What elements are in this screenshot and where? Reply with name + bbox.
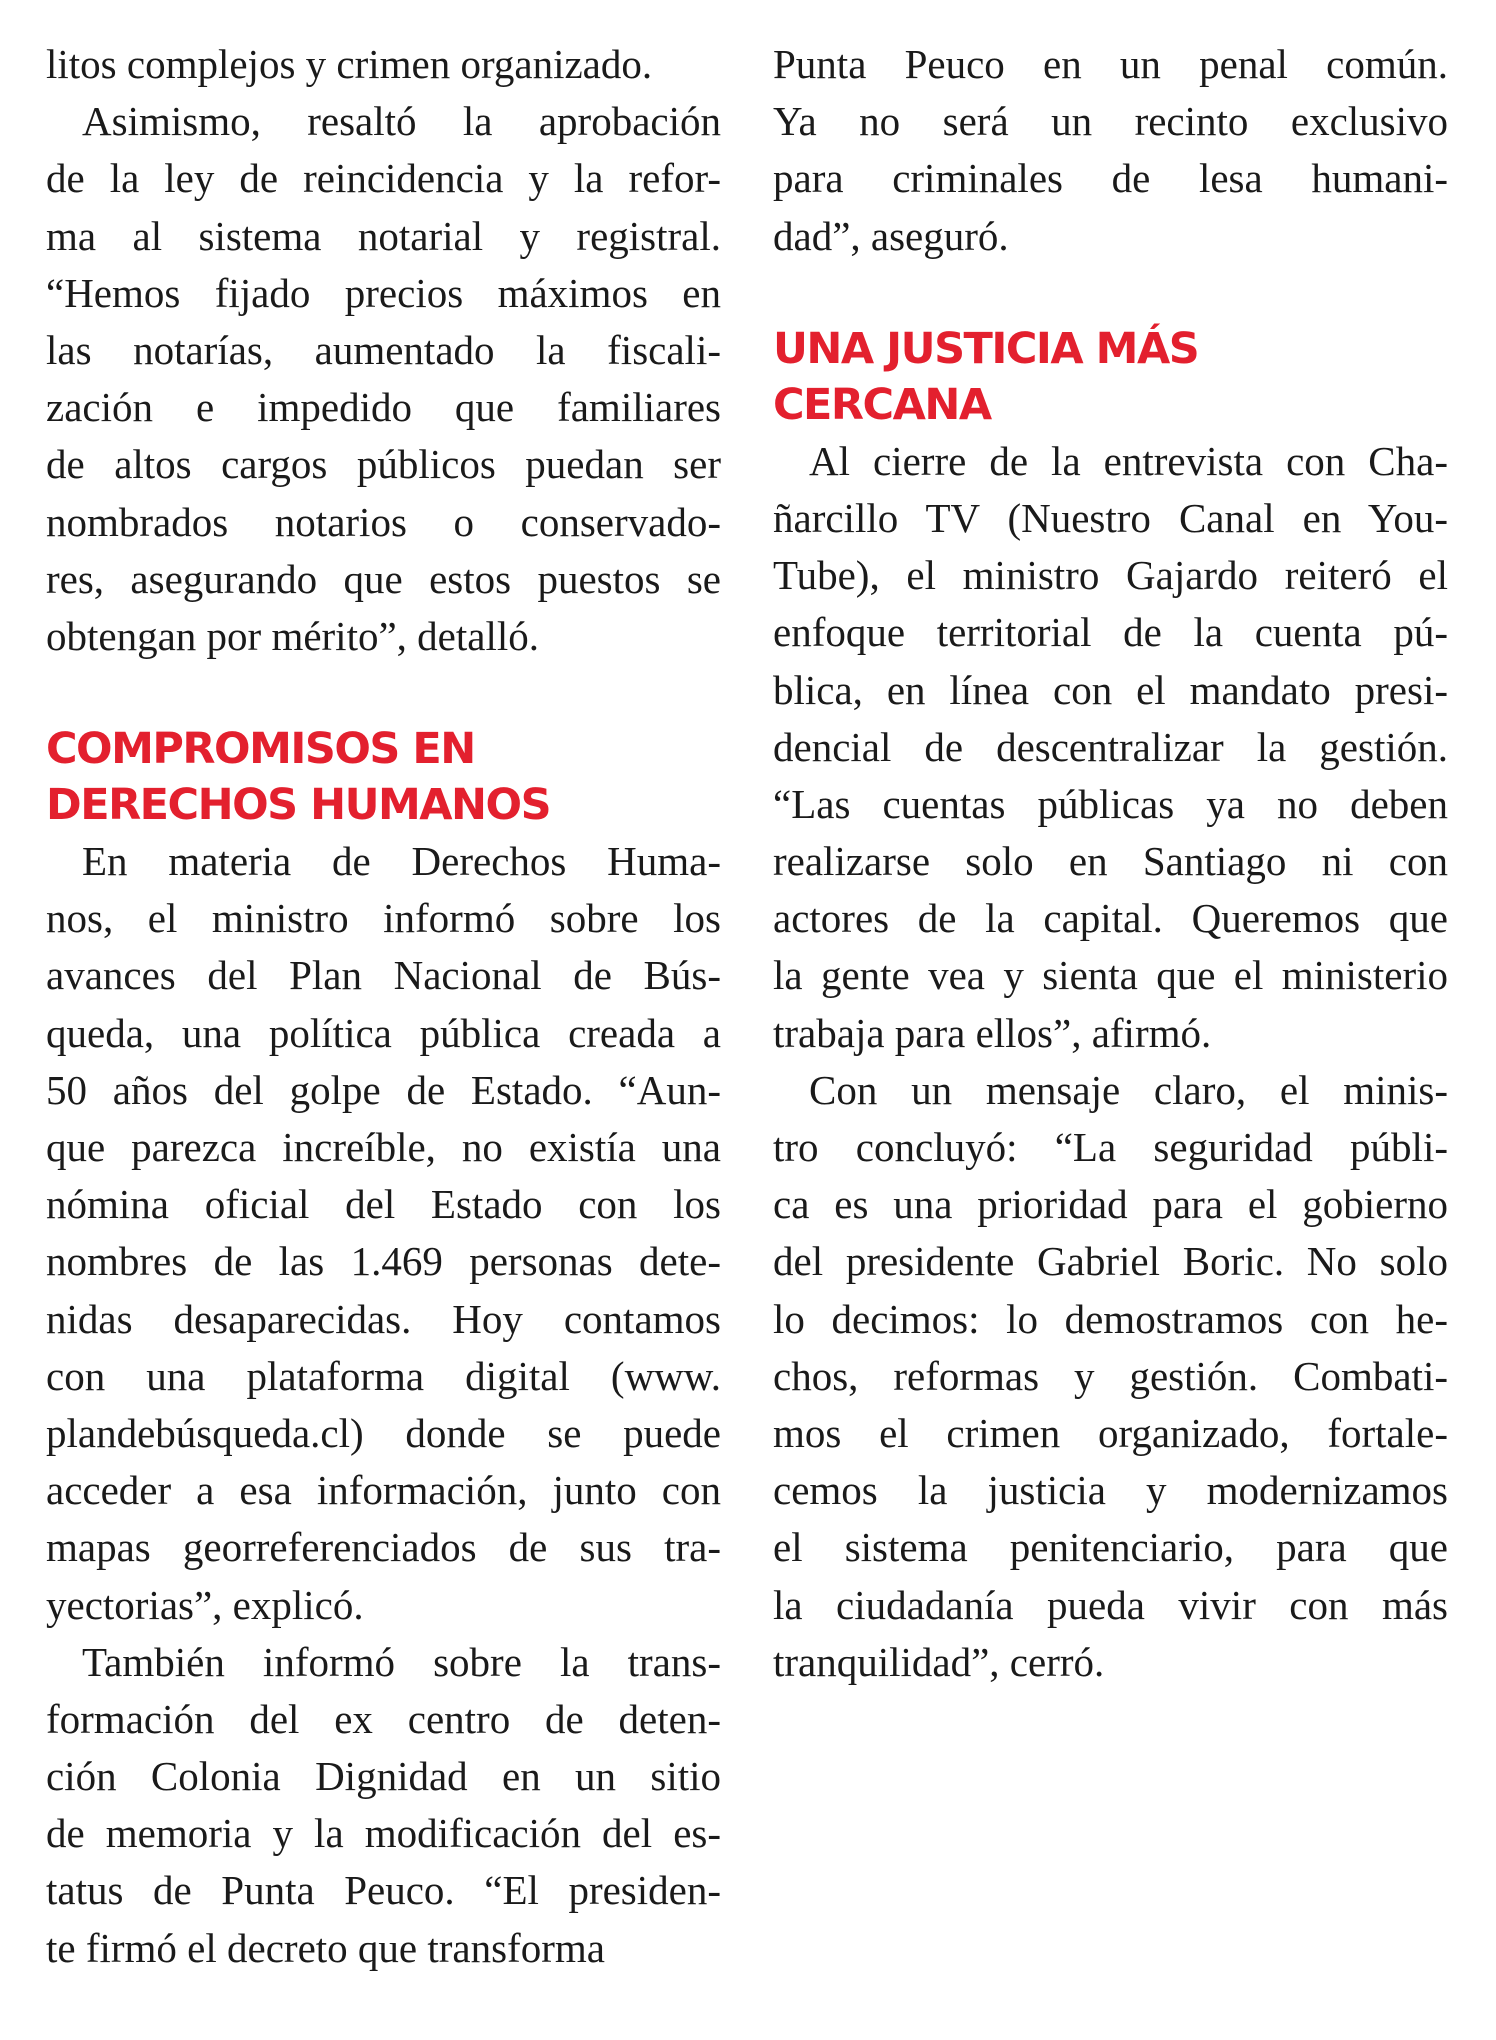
text-line: trabaja para ellos”, afirmó. xyxy=(773,1009,1212,1056)
text-line: cemos la justicia y modernizamos xyxy=(773,1467,1448,1514)
text-line: ñarcillo TV (Nuestro Canal en You- xyxy=(773,494,1448,541)
text-line: dencial de descentralizar la gestión. xyxy=(773,723,1448,770)
text-line: nombres de las 1.469 personas dete- xyxy=(46,1238,721,1285)
heading-line: COMPROMISOS EN xyxy=(46,724,475,775)
text-line: acceder a esa información, junto con xyxy=(46,1467,721,1514)
text-line: nos, el ministro informó sobre los xyxy=(46,895,721,942)
text-line: yectorias”, explicó. xyxy=(46,1581,364,1628)
text-line: actores de la capital. Queremos que xyxy=(773,895,1448,942)
paragraph xyxy=(773,433,1448,1062)
text-line: tro concluyó: “La seguridad públi- xyxy=(773,1124,1448,1170)
text-line: blica, en línea con el mandato presi- xyxy=(773,666,1448,713)
text-line: chos, reformas y gestión. Combati- xyxy=(773,1352,1448,1399)
text-line: te firmó el decreto que transforma xyxy=(46,1924,605,1971)
text-line: res, asegurando que estos puestos se xyxy=(46,555,721,602)
text-line: 50 años del golpe de Estado. “Aun- xyxy=(46,1066,721,1113)
text-line: lo decimos: lo demostramos con he- xyxy=(773,1295,1448,1342)
text-line: nidas desaparecidas. Hoy contamos xyxy=(46,1295,721,1342)
text-line: mapas georreferenciados de sus tra- xyxy=(46,1524,721,1571)
text-line: la ciudadanía pueda vivir con más xyxy=(773,1581,1448,1628)
heading-line: CERCANA xyxy=(773,379,991,430)
text-line: que parezca increíble, no existía una xyxy=(46,1124,721,1170)
text-line: con una plataforma digital (www. xyxy=(46,1352,721,1399)
text-line: En materia de Derechos Huma- xyxy=(82,838,721,885)
paragraph xyxy=(773,1062,1448,1691)
text-line: zación e impedido que familiares xyxy=(46,384,721,431)
text-line: Asimismo, resaltó la aprobación xyxy=(82,98,721,145)
text-line: de la ley de reincidencia y la refor- xyxy=(46,155,721,202)
text-line: obtengan por mérito”, detalló. xyxy=(46,612,539,659)
text-line: Con un mensaje claro, el minis- xyxy=(809,1066,1448,1113)
text-line: ción Colonia Dignidad en un sitio xyxy=(46,1753,721,1800)
text-line: tranquilidad”, cerró. xyxy=(773,1638,1105,1685)
text-line: nómina oficial del Estado con los xyxy=(46,1181,721,1228)
text-line: Ya no será un recinto exclusivo xyxy=(773,98,1448,145)
paragraph xyxy=(46,36,721,93)
text-line: formación del ex centro de deten- xyxy=(46,1695,721,1742)
text-line: dad”, aseguró. xyxy=(773,212,1009,259)
text-line: enfoque territorial de la cuenta pú- xyxy=(773,609,1448,656)
text-line: el sistema penitenciario, para que xyxy=(773,1524,1448,1571)
right-column xyxy=(773,36,1448,1691)
text-line: Punta Peuco en un penal común. xyxy=(773,41,1448,87)
text-line: Al cierre de la entrevista con Cha- xyxy=(809,437,1448,484)
paragraph xyxy=(773,36,1448,265)
text-line: realizarse solo en Santiago ni con xyxy=(773,838,1448,885)
text-line: Tube), el ministro Gajardo reiteró el xyxy=(773,552,1448,599)
text-line: plandebúsqueda.cl) donde se puede xyxy=(46,1409,721,1456)
text-line: de memoria y la modificación del es- xyxy=(46,1810,721,1857)
text-line: “Las cuentas públicas ya no deben xyxy=(773,780,1448,827)
text-line: ma al sistema notarial y registral. xyxy=(46,212,721,259)
section-heading xyxy=(46,721,721,833)
paragraph xyxy=(46,1634,721,1977)
text-line: de altos cargos públicos puedan ser xyxy=(46,441,721,488)
section-heading xyxy=(773,321,1448,433)
text-line: También informó sobre la trans- xyxy=(82,1638,721,1685)
text-line: litos complejos y crimen organizado. xyxy=(46,41,653,87)
text-line: ca es una prioridad para el gobierno xyxy=(773,1181,1448,1228)
text-line: nombrados notarios o conservado- xyxy=(46,498,721,545)
text-line: la gente vea y sienta que el ministerio xyxy=(773,952,1448,999)
paragraph xyxy=(46,93,721,665)
text-line: avances del Plan Nacional de Bús- xyxy=(46,952,721,999)
text-line: para criminales de lesa humani- xyxy=(773,155,1448,202)
text-line: queda, una política pública creada a xyxy=(46,1009,721,1056)
text-line: del presidente Gabriel Boric. No solo xyxy=(773,1238,1448,1285)
heading-line: DERECHOS HUMANOS xyxy=(46,780,551,831)
paragraph xyxy=(46,833,721,1634)
text-line: tatus de Punta Peuco. “El presiden- xyxy=(46,1867,721,1914)
text-line: las notarías, aumentado la fiscali- xyxy=(46,326,721,373)
left-column xyxy=(46,36,721,1977)
text-line: mos el crimen organizado, fortale- xyxy=(773,1409,1448,1456)
heading-line: UNA JUSTICIA MÁS xyxy=(773,323,1199,374)
text-line: “Hemos fijado precios máximos en xyxy=(46,269,721,316)
